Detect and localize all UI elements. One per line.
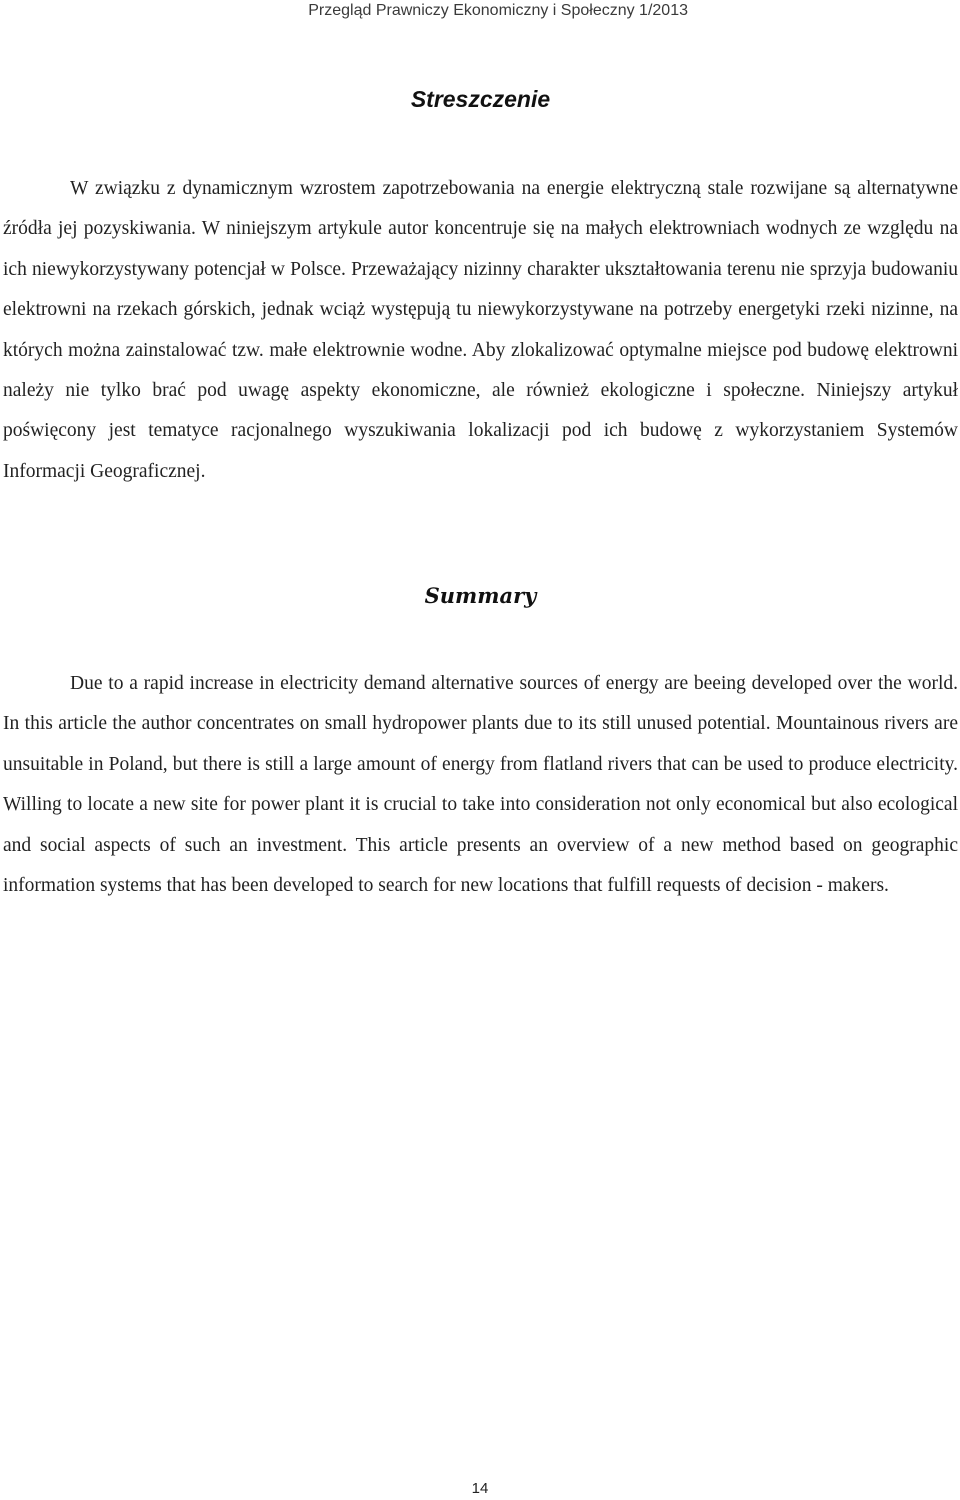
abstract-polish [3, 86, 958, 492]
page-number: 14 [471, 1480, 489, 1497]
abstract-english-text: Due to a rapid increase in electricity demand alternative sources of energy are beeing developed over the world. In this article the author concentrates on small hydropower plants due to its still unused potential. Mountainous rivers are unsuitable in Poland, but there is still a large amount of energy from flatland rivers that can be used to produce electricity. Willing to locate a new site for power plant it is crucial to take into consideration not only economical but also ecological and social aspects of such an investment. This article presents an overview of a new method based on geographic information systems that has been developed to search for new locations that fulfill requests of decision - makers. [3, 673, 958, 897]
abstract-english [3, 583, 958, 906]
abstract-polish-text: W związku z dynamicznym wzrostem zapotrzebowania na energie elektryczną stale rozwijane są alternatywne źródła jej pozyskiwania. W niniejszym artykule autor koncentruje się na małych elektrowniach wodnych ze względu na ich niewykorzystywany potencjał w Polsce. Przeważający nizinny charakter ukształtowania terenu nie sprzyja budowaniu elektrowni na rzekach górskich, jednak wciąż występują tu niewykorzystywane na potrzeby energetyki rzeki nizinne, na których można zainstalować tzw. małe elektrownie wodne. Aby zlokalizować optymalne miejsce pod budowę elektrowni należy nie tylko brać pod uwagę aspekty ekonomiczne, ale również ekologiczne i społeczne. Niniejszy artykuł poświęcony jest tematyce racjonalnego wyszukiwania lokalizacji pod ich budowę z wykorzystaniem Systemów Informacji Geograficznej. [3, 178, 958, 482]
abstract-english-heading: Summary [424, 583, 537, 608]
running-header: Przegląd Prawniczy Ekonomiczny i Społeczny 1/2013 [308, 2, 688, 19]
abstract-polish-heading: Streszczenie [410, 86, 551, 112]
